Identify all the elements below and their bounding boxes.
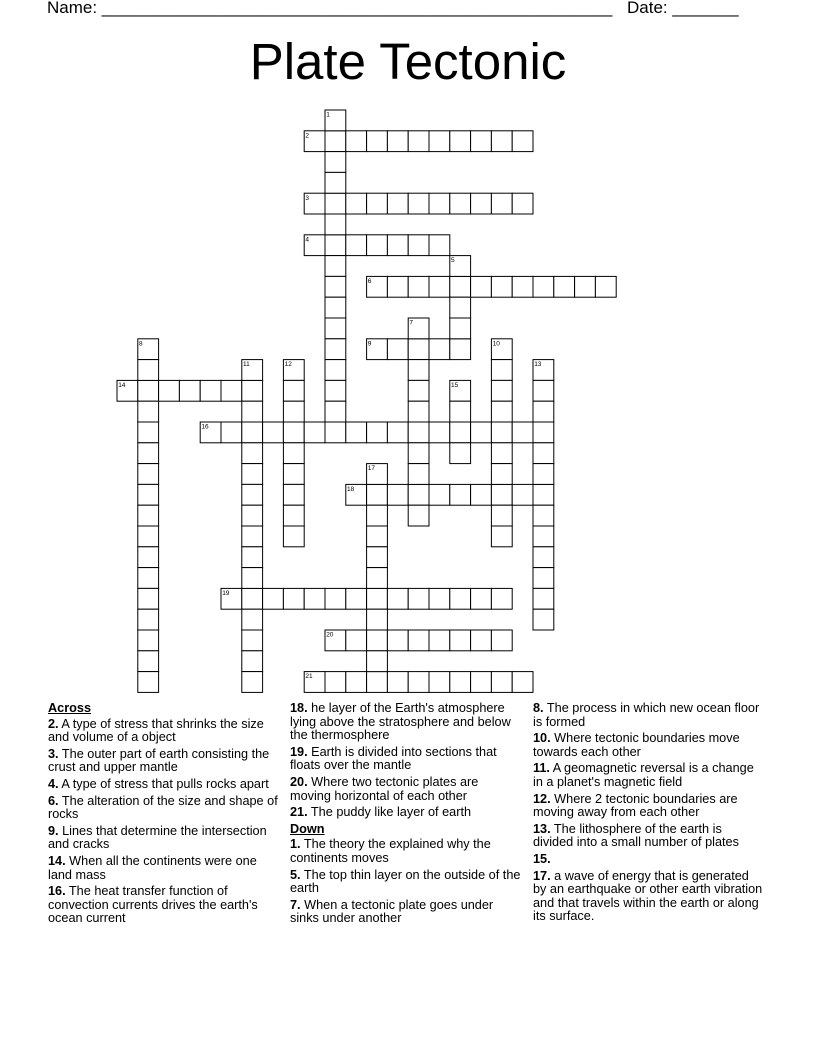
grid-cell[interactable] — [325, 380, 346, 401]
grid-cell[interactable] — [471, 672, 492, 693]
grid-cell[interactable] — [387, 588, 408, 609]
grid-cell[interactable] — [346, 672, 367, 693]
grid-cell[interactable] — [242, 401, 263, 422]
grid-cell[interactable] — [325, 193, 346, 214]
clue-2 — [48, 718, 280, 745]
grid-cell[interactable] — [408, 276, 429, 297]
clue-6 — [48, 795, 280, 822]
grid-cell[interactable] — [138, 630, 159, 651]
grid-cell[interactable] — [533, 422, 554, 443]
name-field[interactable]: Name: ______________________________________________________ — [47, 0, 613, 17]
grid-cell[interactable] — [429, 484, 450, 505]
clue-4 — [48, 778, 280, 792]
grid-cell[interactable] — [491, 630, 512, 651]
grid-cell[interactable] — [408, 380, 429, 401]
grid-cell[interactable] — [471, 193, 492, 214]
grid-number-20: 20 — [326, 631, 334, 639]
grid-cell[interactable] — [325, 152, 346, 173]
grid-cell[interactable] — [408, 401, 429, 422]
clue-text: The lithosphere of the earth is divided into a small number of plates — [533, 821, 739, 850]
grid-number-18: 18 — [347, 486, 355, 493]
grid-cell[interactable] — [283, 422, 304, 443]
grid-cell[interactable] — [408, 672, 429, 693]
grid-number-16: 16 — [201, 423, 209, 431]
grid-cell[interactable] — [491, 443, 512, 464]
grid-cell[interactable] — [138, 547, 159, 568]
grid-cell[interactable] — [242, 547, 263, 568]
grid-number-17: 17 — [367, 465, 376, 473]
grid-cell[interactable] — [450, 297, 471, 318]
page-title: Plate Tectonic — [249, 33, 567, 90]
clue-number: 3. — [48, 746, 59, 761]
grid-cell[interactable] — [491, 422, 512, 443]
grid-cell[interactable] — [283, 505, 304, 526]
grid-number-1: 1 — [326, 111, 330, 119]
grid-cell[interactable] — [367, 672, 388, 693]
grid-cell[interactable] — [387, 422, 408, 443]
clue-19 — [290, 746, 522, 773]
grid-number-8: 8 — [139, 340, 143, 348]
clue-text: When a tectonic plate goes under sinks under another — [290, 897, 494, 926]
grid-cell[interactable] — [387, 131, 408, 152]
clues-column-2 — [290, 702, 522, 929]
clue-number: 12. — [533, 791, 551, 806]
grid-cell[interactable] — [429, 339, 450, 360]
clue-14 — [48, 855, 280, 882]
grid-cell[interactable] — [387, 339, 408, 360]
grid-cell[interactable] — [367, 505, 388, 526]
grid-cell[interactable] — [346, 588, 367, 609]
clue-text: A type of stress that pulls rocks apart — [58, 776, 269, 791]
grid-cell[interactable] — [179, 380, 200, 401]
grid-cell[interactable] — [491, 193, 512, 214]
grid-cell[interactable] — [221, 380, 242, 401]
grid-number-19: 19 — [222, 590, 230, 597]
grid-cell[interactable] — [512, 672, 533, 693]
grid-cell[interactable] — [491, 588, 512, 609]
grid-cell[interactable] — [533, 464, 554, 485]
grid-cell[interactable] — [242, 505, 263, 526]
grid-cell[interactable] — [325, 214, 346, 235]
grid-cell[interactable] — [242, 422, 263, 443]
grid-number-10: 10 — [492, 340, 500, 348]
grid-cell[interactable] — [367, 630, 388, 651]
grid-cell[interactable] — [367, 235, 388, 256]
grid-cell[interactable] — [429, 588, 450, 609]
grid-cell[interactable] — [512, 422, 533, 443]
grid-cell[interactable] — [408, 422, 429, 443]
grid-cell[interactable] — [221, 422, 242, 443]
grid-cell[interactable] — [533, 526, 554, 547]
clue-11 — [533, 762, 765, 789]
grid-cell[interactable] — [325, 360, 346, 381]
grid-cell[interactable] — [283, 443, 304, 464]
clue-text: The alteration of the size and shape of rocks — [48, 793, 278, 822]
clue-number: 20. — [290, 774, 308, 789]
grid-cell[interactable] — [533, 443, 554, 464]
clue-text: A type of stress that shrinks the size and volume of a object — [48, 716, 264, 745]
grid-cell[interactable] — [367, 547, 388, 568]
grid-cell[interactable] — [325, 131, 346, 152]
grid-number-5: 5 — [451, 257, 455, 265]
grid-cell[interactable] — [450, 443, 471, 464]
clue-number: 21. — [290, 805, 308, 820]
grid-cell[interactable] — [283, 464, 304, 485]
grid-cell[interactable] — [429, 131, 450, 152]
grid-cell[interactable] — [138, 609, 159, 630]
grid-cell[interactable] — [346, 422, 367, 443]
grid-cell[interactable] — [367, 609, 388, 630]
clue-text: The process in which new ocean floor is formed — [533, 701, 760, 729]
grid-cell[interactable] — [408, 443, 429, 464]
grid-cell[interactable] — [512, 131, 533, 152]
grid-cell[interactable] — [408, 339, 429, 360]
clue-12 — [533, 793, 765, 820]
grid-number-2: 2 — [305, 132, 310, 140]
clue-3 — [48, 748, 280, 775]
grid-cell[interactable] — [491, 672, 512, 693]
grid-cell[interactable] — [450, 193, 471, 214]
grid-cell[interactable] — [595, 276, 616, 297]
clue-number: 19. — [290, 744, 308, 759]
grid-cell[interactable] — [387, 235, 408, 256]
grid-cell[interactable] — [138, 526, 159, 547]
grid-cell[interactable] — [325, 401, 346, 422]
clue-text: Where two tectonic plates are moving horizontal of each other — [290, 774, 479, 803]
clue-number: 14. — [48, 853, 66, 868]
down-heading: Down — [290, 821, 325, 836]
clue-number: 15. — [533, 851, 551, 866]
grid-cell[interactable] — [346, 131, 367, 152]
grid-cell[interactable] — [471, 630, 492, 651]
grid-cell[interactable] — [138, 464, 159, 485]
clue-text: The outer part of earth consisting the crust and upper mantle — [48, 746, 270, 775]
grid-cell[interactable] — [242, 464, 263, 485]
grid-cell[interactable] — [450, 422, 471, 443]
clue-number: 4. — [48, 776, 59, 791]
grid-cell[interactable] — [429, 276, 450, 297]
grid-cell[interactable] — [408, 588, 429, 609]
grid-cell[interactable] — [367, 588, 388, 609]
grid-cell[interactable] — [450, 318, 471, 339]
clue-7 — [290, 899, 522, 926]
grid-cell[interactable] — [346, 235, 367, 256]
grid-cell[interactable] — [533, 401, 554, 422]
clue-number: 18. — [290, 701, 308, 715]
clue-15 — [533, 853, 765, 867]
grid-cell[interactable] — [533, 547, 554, 568]
grid-cell[interactable] — [138, 380, 159, 401]
grid-cell[interactable] — [138, 672, 159, 693]
grid-cell[interactable] — [450, 672, 471, 693]
grid-cell[interactable] — [450, 339, 471, 360]
grid-cell[interactable] — [491, 401, 512, 422]
grid-cell[interactable] — [471, 276, 492, 297]
clue-text: The top thin layer on the outside of the earth — [290, 867, 521, 896]
grid-cell[interactable] — [283, 380, 304, 401]
grid-cell[interactable] — [242, 609, 263, 630]
grid-cell[interactable] — [450, 588, 471, 609]
grid-cell[interactable] — [471, 131, 492, 152]
grid-cell[interactable] — [138, 568, 159, 589]
grid-cell[interactable] — [263, 588, 284, 609]
grid-cell[interactable] — [450, 276, 471, 297]
grid-number-11: 11 — [243, 361, 250, 369]
grid-cell[interactable] — [491, 360, 512, 381]
grid-cell[interactable] — [471, 422, 492, 443]
grid-cell[interactable] — [367, 193, 388, 214]
grid-cell[interactable] — [242, 380, 263, 401]
grid-cell[interactable] — [429, 672, 450, 693]
clue-text: Where tectonic boundaries move towards each other — [533, 731, 740, 759]
grid-cell[interactable] — [429, 235, 450, 256]
grid-cell[interactable] — [408, 131, 429, 152]
grid-cell[interactable] — [533, 588, 554, 609]
clue-number: 6. — [48, 793, 59, 808]
grid-cell[interactable] — [367, 526, 388, 547]
grid-cell[interactable] — [283, 588, 304, 609]
clue-text: he layer of the Earth's atmosphere lying above the stratosphere and below the thermosphere — [290, 701, 511, 743]
grid-number-15: 15 — [451, 382, 459, 389]
grid-cell[interactable] — [491, 484, 512, 505]
clue-10 — [533, 732, 765, 759]
grid-cell[interactable] — [242, 672, 263, 693]
clue-8 — [533, 702, 765, 729]
grid-cell[interactable] — [491, 505, 512, 526]
grid-cell[interactable] — [408, 235, 429, 256]
grid-cell[interactable] — [242, 484, 263, 505]
grid-cell[interactable] — [325, 276, 346, 297]
grid-cell[interactable] — [242, 588, 263, 609]
grid-cell[interactable] — [533, 276, 554, 297]
clue-text: The puddy like layer of earth — [307, 805, 472, 820]
grid-cell[interactable] — [387, 630, 408, 651]
grid-cell[interactable] — [242, 568, 263, 589]
grid-cell[interactable] — [533, 505, 554, 526]
clue-17 — [533, 870, 765, 924]
grid-cell[interactable] — [325, 422, 346, 443]
grid-cell[interactable] — [283, 526, 304, 547]
clue-text: The heat transfer function of convection currents drives the earth's ocean current — [48, 884, 258, 926]
clue-number: 9. — [48, 823, 59, 838]
grid-cell[interactable] — [367, 422, 388, 443]
grid-cell[interactable] — [242, 651, 263, 672]
clue-number: 7. — [290, 897, 301, 912]
grid-cell[interactable] — [408, 360, 429, 381]
grid-cell[interactable] — [159, 380, 180, 401]
grid-cell[interactable] — [450, 131, 471, 152]
grid-number-3: 3 — [305, 194, 310, 202]
grid-cell[interactable] — [242, 630, 263, 651]
clue-number: 5. — [290, 867, 301, 882]
grid-cell[interactable] — [138, 360, 159, 381]
clue-text: Earth is divided into sections that floats over the mantle — [290, 744, 497, 773]
grid-cell[interactable] — [367, 131, 388, 152]
clue-5 — [290, 869, 522, 896]
grid-cell[interactable] — [575, 276, 596, 297]
grid-cell[interactable] — [346, 193, 367, 214]
grid-cell[interactable] — [491, 276, 512, 297]
grid-cell[interactable] — [387, 276, 408, 297]
grid-cell[interactable] — [138, 484, 159, 505]
clue-number: 16. — [48, 884, 66, 899]
grid-cell[interactable] — [138, 401, 159, 422]
grid-cell[interactable] — [533, 609, 554, 630]
grid-cell[interactable] — [450, 484, 471, 505]
grid-cell[interactable] — [325, 672, 346, 693]
grid-cell[interactable] — [512, 276, 533, 297]
clue-21 — [290, 806, 522, 820]
grid-number-9: 9 — [367, 340, 372, 348]
grid-cell[interactable] — [138, 422, 159, 443]
grid-number-7: 7 — [409, 319, 414, 327]
grid-cell[interactable] — [325, 235, 346, 256]
grid-cell[interactable] — [325, 339, 346, 360]
grid-cell[interactable] — [325, 297, 346, 318]
grid-cell[interactable] — [242, 526, 263, 547]
grid-cell[interactable] — [367, 568, 388, 589]
grid-cell[interactable] — [408, 630, 429, 651]
clue-text: Where 2 tectonic boundaries are moving away from each other — [533, 791, 738, 820]
grid-cell[interactable] — [408, 193, 429, 214]
grid-cell[interactable] — [138, 443, 159, 464]
grid-cell[interactable] — [491, 380, 512, 401]
clues-column-1 — [48, 702, 280, 929]
grid-cell[interactable] — [325, 588, 346, 609]
grid-cell[interactable] — [138, 505, 159, 526]
grid-number-6: 6 — [367, 278, 372, 285]
clue-9 — [48, 825, 280, 852]
grid-cell[interactable] — [429, 422, 450, 443]
clue-1 — [290, 838, 522, 865]
grid-number-14: 14 — [118, 382, 126, 389]
clue-number: 17. — [533, 868, 551, 883]
grid-cell[interactable] — [491, 131, 512, 152]
clue-number: 8. — [533, 701, 544, 715]
clue-text: When all the continents were one land mass — [48, 853, 257, 882]
clue-13 — [533, 823, 765, 850]
grid-cell[interactable] — [471, 484, 492, 505]
grid-number-21: 21 — [305, 673, 313, 681]
grid-cell[interactable] — [429, 193, 450, 214]
clue-18 — [290, 702, 522, 743]
clue-16 — [48, 885, 280, 926]
grid-cell[interactable] — [471, 588, 492, 609]
clue-number: 11. — [533, 761, 550, 776]
date-field[interactable]: Date: _______ — [627, 0, 739, 17]
grid-cell[interactable] — [346, 630, 367, 651]
grid-cell[interactable] — [242, 443, 263, 464]
grid-cell[interactable] — [450, 630, 471, 651]
grid-number-12: 12 — [284, 361, 292, 369]
clue-text: a wave of energy that is generated by an earthquake or other earth vibration and that travels within the earth or along its surface. — [533, 868, 763, 924]
grid-cell[interactable] — [554, 276, 575, 297]
grid-cell[interactable] — [387, 484, 408, 505]
across-heading: Across — [48, 701, 92, 715]
grid-cell[interactable] — [283, 484, 304, 505]
grid-number-4: 4 — [305, 236, 310, 244]
grid-cell[interactable] — [408, 464, 429, 485]
grid-cell[interactable] — [304, 588, 325, 609]
grid-cell[interactable] — [429, 630, 450, 651]
clue-20 — [290, 776, 522, 803]
grid-cell[interactable] — [408, 505, 429, 526]
clue-number: 1. — [290, 837, 301, 852]
grid-number-13: 13 — [534, 361, 542, 369]
clue-number: 13. — [533, 821, 551, 836]
grid-cell[interactable] — [387, 672, 408, 693]
clue-text: Lines that determine the intersection and cracks — [48, 823, 267, 852]
grid-cell[interactable] — [491, 464, 512, 485]
grid-cell[interactable] — [325, 172, 346, 193]
grid-cell[interactable] — [263, 422, 284, 443]
grid-cell[interactable] — [367, 484, 388, 505]
clue-text: The theory the explained why the continents moves — [290, 837, 491, 865]
grid-cell[interactable] — [304, 422, 325, 443]
clues-column-3 — [533, 702, 765, 927]
grid-cell[interactable] — [325, 318, 346, 339]
grid-cell[interactable] — [533, 484, 554, 505]
grid-cell[interactable] — [387, 193, 408, 214]
grid-cell[interactable] — [283, 401, 304, 422]
grid-cell[interactable] — [200, 380, 221, 401]
grid-cell[interactable] — [533, 380, 554, 401]
grid-cell[interactable] — [367, 651, 388, 672]
grid-cell[interactable] — [138, 651, 159, 672]
grid-cell[interactable] — [408, 484, 429, 505]
clue-number: 10. — [533, 731, 551, 746]
grid-cell[interactable] — [450, 401, 471, 422]
grid-cell[interactable] — [491, 526, 512, 547]
clue-text: A geomagnetic reversal is a change in a planet's magnetic field — [533, 761, 754, 789]
grid-cell[interactable] — [138, 588, 159, 609]
grid-cell[interactable] — [325, 256, 346, 277]
clue-number: 2. — [48, 716, 59, 731]
grid-cell[interactable] — [512, 193, 533, 214]
grid-cell[interactable] — [533, 568, 554, 589]
grid-cell[interactable] — [512, 484, 533, 505]
